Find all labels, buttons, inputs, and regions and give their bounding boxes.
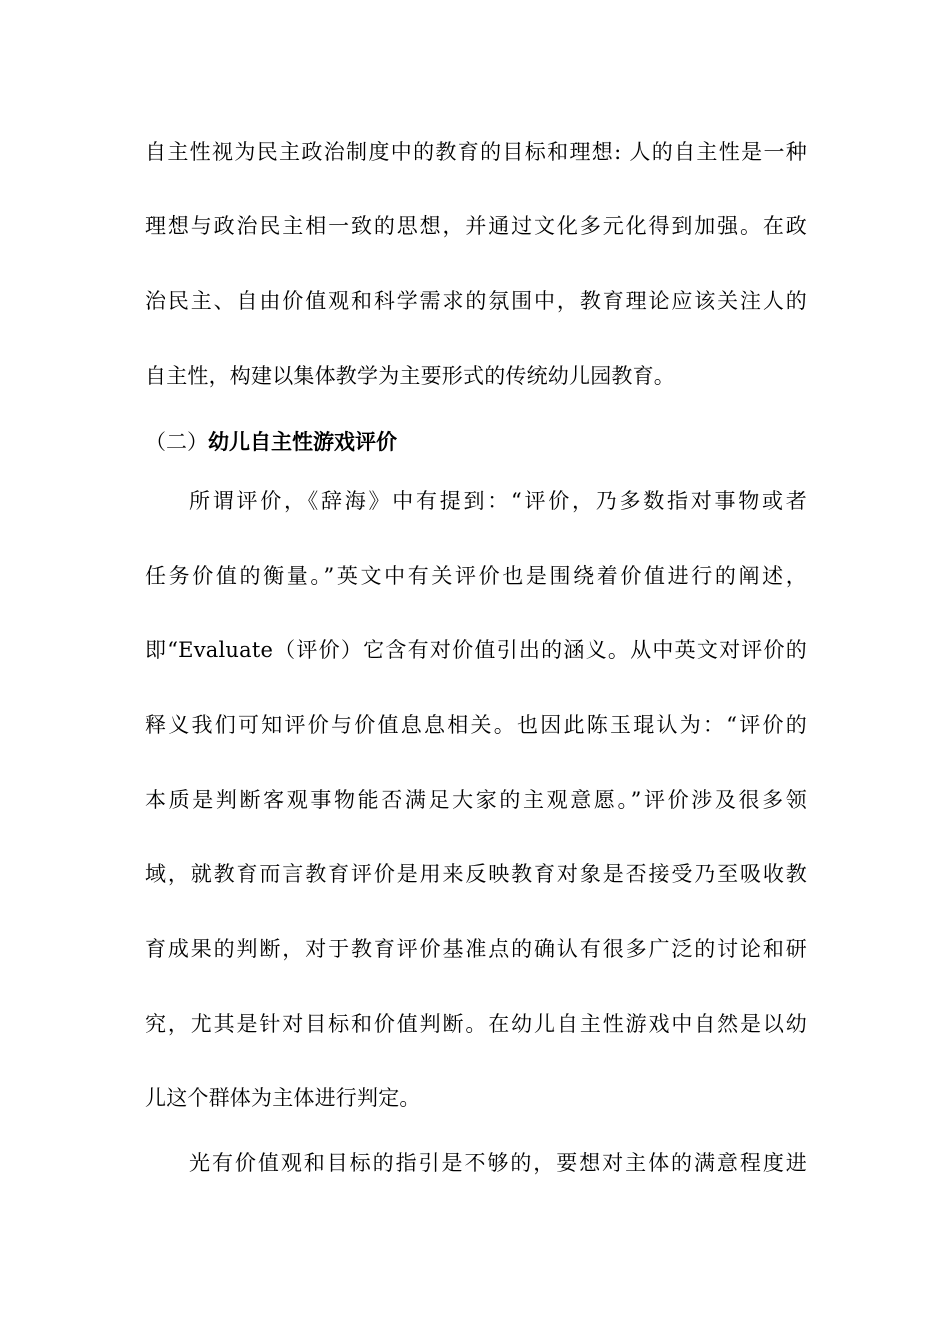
paragraph-line: 释义我们可知评价与价值息息相关。也因此陈玉琨认为：“评价的 bbox=[145, 713, 807, 737]
paragraph-line: 任务价值的衡量。”英文中有关评价也是围绕着价值进行的阐述， bbox=[145, 564, 807, 588]
paragraph-line: 即“Evaluate（评价）它含有对价值引出的涵义。从中英文对评价的 bbox=[145, 638, 807, 662]
paragraph-line: 育成果的判断，对于教育评价基准点的确认有很多广泛的讨论和研 bbox=[145, 937, 807, 961]
paragraph-line: 自主性，构建以集体教学为主要形式的传统幼儿园教育。 bbox=[145, 364, 675, 388]
paragraph-line: 理想与政治民主相一致的思想，并通过文化多元化得到加强。在政 bbox=[145, 214, 807, 238]
paragraph-line: 治民主、自由价值观和科学需求的氛围中，教育理论应该关注人的 bbox=[145, 289, 807, 313]
paragraph-line: 自主性视为民主政治制度中的教育的目标和理想: 人的自主性是一种 bbox=[145, 140, 807, 164]
paragraph-line: 儿这个群体为主体进行判定。 bbox=[145, 1086, 421, 1110]
paragraph-line: 光有价值观和目标的指引是不够的，要想对主体的满意程度进 bbox=[189, 1151, 807, 1175]
paragraph-line: 本质是判断客观事物能否满足大家的主观意愿。”评价涉及很多领 bbox=[145, 788, 807, 812]
paragraph-line: 域，就教育而言教育评价是用来反映教育对象是否接受乃至吸收教 bbox=[145, 862, 807, 886]
section-heading-number: （二） bbox=[145, 430, 208, 454]
paragraph-line: 究，尤其是针对目标和价值判断。在幼儿自主性游戏中自然是以幼 bbox=[145, 1012, 807, 1036]
section-heading-title: 幼儿自主性游戏评价 bbox=[208, 429, 397, 454]
section-heading bbox=[145, 427, 397, 457]
paragraph-line: 所谓评价，《辞海》中有提到：“评价，乃多数指对事物或者 bbox=[189, 489, 807, 513]
